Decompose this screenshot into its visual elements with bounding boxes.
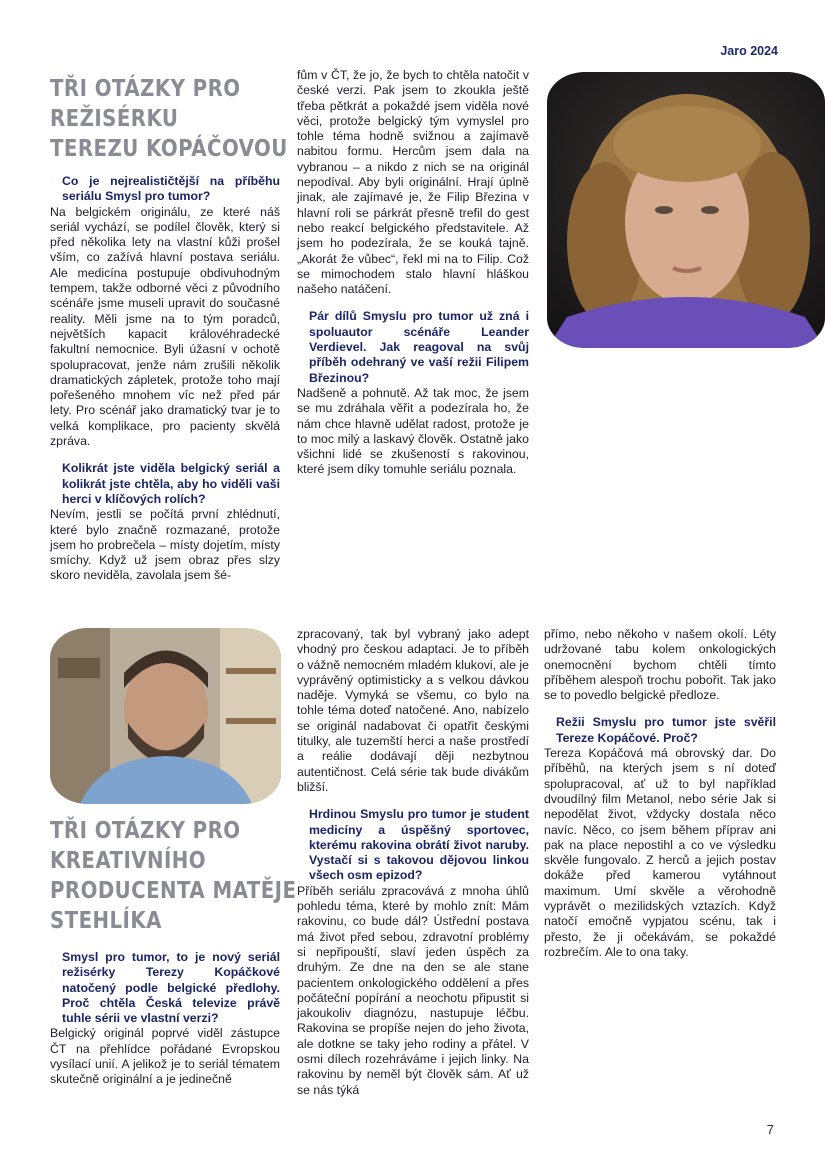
headline-director (50, 74, 288, 164)
paragraph-gap (297, 297, 529, 309)
headline-line: TŘI OTÁZKY PRO (50, 818, 241, 844)
section2-column2 (297, 627, 529, 1098)
headline-line: KREATIVNÍHO (50, 848, 207, 874)
interview-answer: Nevím, jestli se počítá první zhlédnutí, které bylo značně rozmazané, protože jsem ho probrečela – místy dojetím, místy smíchy. Když už jsem obraz přes slzy skoro neviděla, zavolala jsem šé- (50, 507, 280, 583)
section1-column1 (50, 174, 280, 584)
interview-question: Kolikrát jste viděla belgický seriál a kolikrát jste chtěla, aby ho viděli vaši herci v klíčových rolích? (62, 461, 280, 506)
section2-column3 (544, 627, 776, 960)
section2-column1 (50, 950, 280, 1088)
paragraph-gap (297, 795, 529, 807)
interview-answer: Na belgickém originálu, ze které náš seriál vychází, se podílel člověk, který si před několika lety na vlastní kůži prošel vším, co zažívá hlavní postava seriálu. Ale medicína postupuje obdivuhodným tempem, takže odborné věci z původního scénáře jsme museli upravit do současné reality. Měli jsme na to tým poradců, největších kapacit královéhradecké fakultní nemocnice. Byli úžasní v ochotě spolupracovat, jenže nám zrušili několik dramatických zápletek, protože toho mají pořešeného mnohem víc než před pár lety. Pro scénář jako dramatický tvar je to velká komplikace, pro pacienty skvělá zpráva. (50, 204, 280, 449)
section1-column2 (297, 68, 529, 478)
interview-question: Smysl pro tumor, to je nový seriál režisérky Terezy Kopáčkové natočený podle belgické předlohy. Proč chtěla Česká televize právě tuhle sérii ve vlastní verzi? (62, 950, 280, 1026)
paragraph-gap (544, 703, 776, 715)
headline-line: TŘI OTÁZKY PRO (50, 76, 241, 102)
interview-answer: Nadšeně a pohnutě. Až tak moc, že jsem se mu zdráhala věřit a podezírala ho, že nám chce hlavně udělat radost, protože je to moc milý a laskavý člověk. Ostatně jako všichni lidé se zkušeností s rakovinou, které jsem díky tomuhle seriálu poznala. (297, 385, 529, 477)
headline-line: STEHLÍKA (50, 908, 162, 934)
page-number: 7 (766, 1122, 774, 1137)
producer-photo (50, 628, 281, 804)
headline-line: TEREZU KOPÁČOVOU (50, 136, 288, 162)
interview-answer: zpracovaný, tak byl vybraný jako adept vhodný pro českou adaptaci. Je to příběh o vážně nemocném mladém klukovi, ale je vyprávěný optimisticky a s velkou dávkou naděje. Vymyká se všemu, co bylo na tohle téma doteď natočené. Ano, nabízelo se originál nadabovat či opatřit českými titulky, ale tuzemští herci a naše prostředí a reálie dodávají ději nezbytnou autentičnost. Celá série tak bude divákům bližší. (297, 627, 529, 794)
interview-question: Co je nejrealističtější na příběhu seriálu Smysl pro tumor? (62, 174, 280, 204)
interview-question: Pár dílů Smyslu pro tumor už zná i spoluautor scénáře Leander Verdievel. Jak reagoval na svůj příběh odehraný ve vaší režii Filipem Březinou? (309, 309, 529, 385)
interview-answer: přímo, nebo někoho v našem okolí. Léty udržované tabu kolem onkologických onemocnění bychom chtěli tímto příběhem alespoň trochu pobořit. Tak jako se to povedlo belgické předloze. (544, 627, 776, 703)
issue-label: Jaro 2024 (720, 44, 778, 58)
interview-question: Režii Smyslu pro tumor jste svěřil Tereze Kopáčové. Proč? (556, 715, 776, 745)
headline-line: REŽISÉRKU (50, 106, 179, 132)
paragraph-gap (50, 449, 280, 461)
interview-answer: Belgický originál poprvé viděl zástupce ČT na přehlídce pořádané Evropskou vysílací unií. A jelikož je to seriál tématem skutečně originální a je jedinečně (50, 1026, 280, 1087)
director-photo (547, 72, 825, 348)
interview-answer: Tereza Kopáčová má obrovský dar. Do příběhů, na kterých jsem s ní doteď spolupracoval, ať už to byl například dvoudílný film Metanol, nebo série Jak si nepodělat život, vždycky dostala něco navíc. Něco, co jsem během příprav ani pak na place nepostihl a co ve výsledku skvěle fungovalo. Z herců a jejich postav dokáže před kamerou vytáhnout maximum. Umí skvěle a věrohodně vyprávět o mezilidských vztazích. Když natočí emočně vypjatou scénu, tak i přesto, že ji očekávám, se pokaždé rozbrečím. Ale to ona taky. (544, 746, 776, 959)
headline-producer (50, 816, 296, 936)
headline-line: PRODUCENTA MATĚJE (50, 878, 297, 904)
interview-question: Hrdinou Smyslu pro tumor je student medicíny a úspěšný sportovec, kterému rakovina obrátí život naruby. Vystačí si s takovou dějovou linkou všech osm epizod? (309, 807, 529, 883)
interview-answer: fům v ČT, že jo, že bych to chtěla natočit v české verzi. Pak jsem to zkoukla ještě třeba pětkrát a pokaždé jsem viděla nové věci, protože belgický tým vymyslel pro tohle téma hodně svižnou a zajímavě nabitou formu. Hercům jsem dala na vybranou – a nikdo z nich se na originál nepodíval. Aby byli originální. Hrají úplně jinak, ale zajímavé je, že Filip Březina v hlavní roli se párkrát přesně trefil do gest nebo reakcí belgického představitele. Až jsem ho podezírala, že se kouká tajně. „Akorát že vůbec“, řekl mi na to Filip. Což se mimochodem stalo hlavní hláškou našeho natáčení. (297, 68, 529, 297)
interview-answer: Příběh seriálu zpracovává z mnoha úhlů pohledu téma, které by mohlo znít: Mám rakovinu, co bude dál? Ústřední postava má život před sebou, zdravotní problémy si nepřipouští, slaví jeden úspěch za druhým. Ze dne na den se ale stane pacientem onkologického oddělení a přes počáteční popírání a neochotu připustit si jakoukoliv diagnózu, nastupuje léčbu. Rakovina se propíše nejen do jeho života, ale dotkne se taky jeho rodiny a přátel. V osmi dílech rozehráváme i jejich linky. Na rakovinu by neměl být člověk sám. Ať už se nás týká (297, 883, 529, 1097)
